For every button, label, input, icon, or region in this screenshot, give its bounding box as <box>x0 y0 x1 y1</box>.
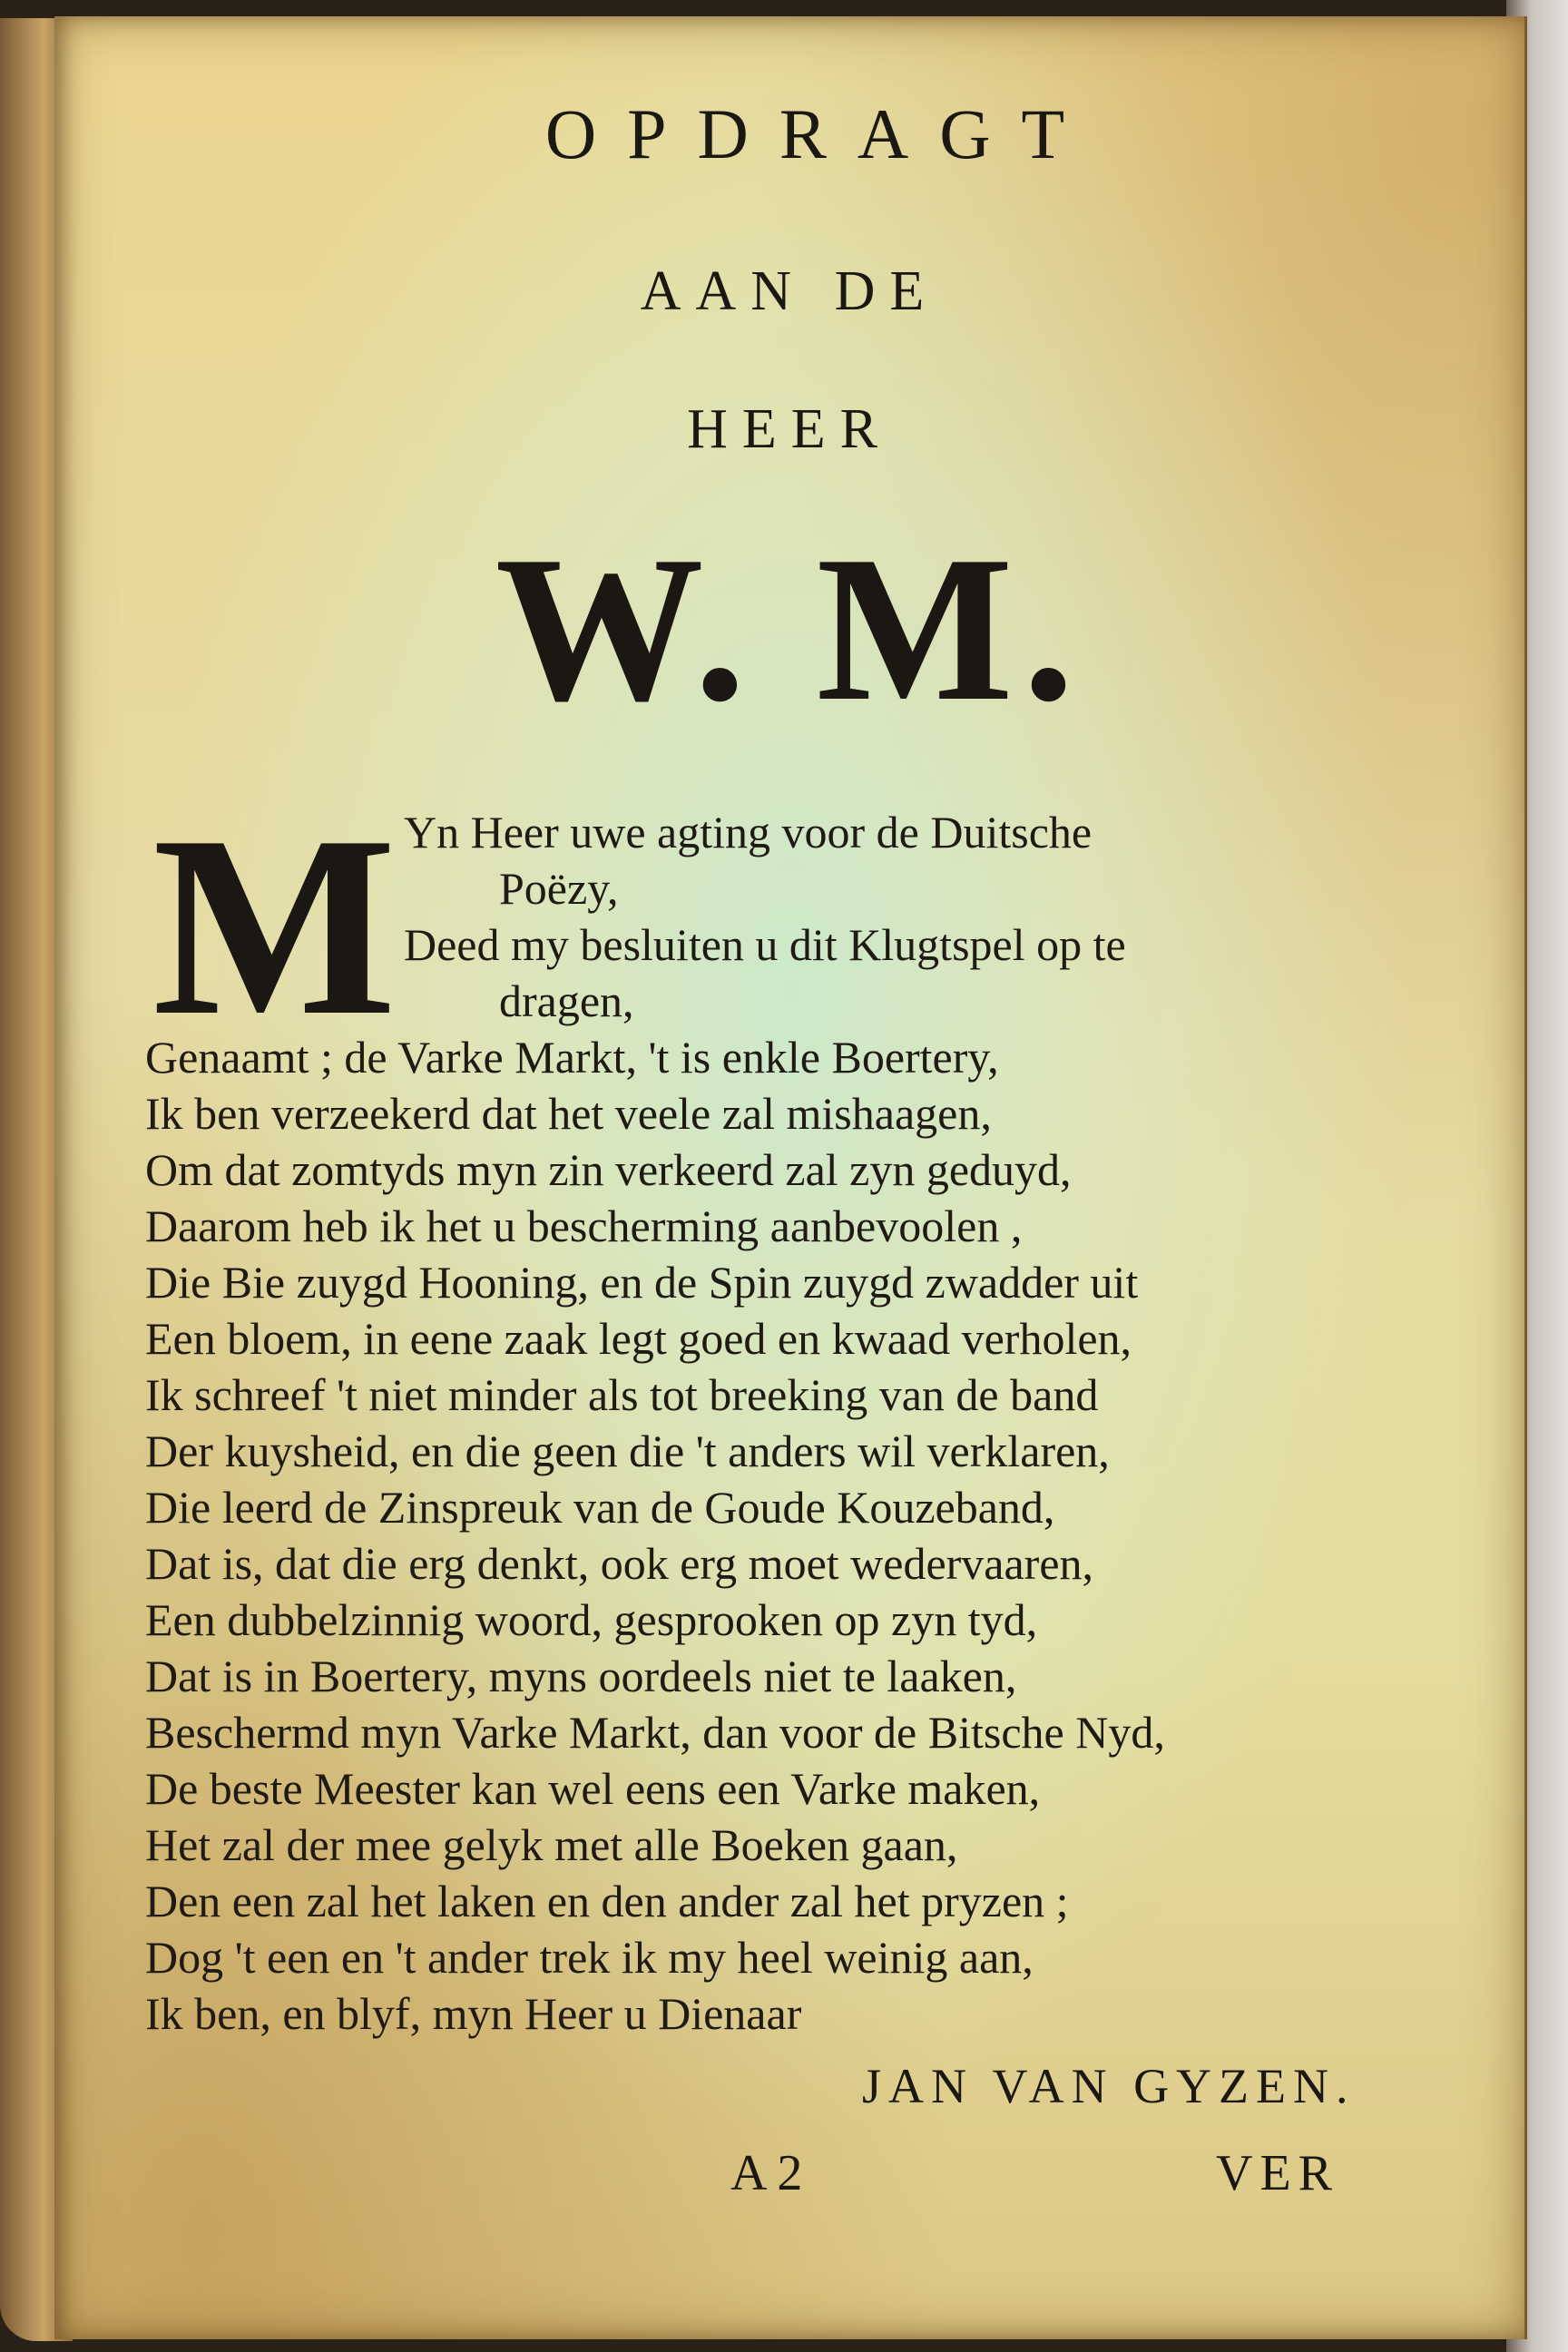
text-line: Een dubbelzinnig woord, gesprooken op zyn tyd, <box>145 1594 1038 1645</box>
text-line: Genaamt ; de Varke Markt, 't is enkle Boertery, <box>145 1032 999 1083</box>
text-line: Die Bie zuygd Hooning, en de Spin zuygd zwadder uit <box>145 1257 1139 1308</box>
book-page <box>54 16 1527 2339</box>
text-line: Dog 't een en 't ander trek ik my heel weinig aan, <box>145 1932 1034 1983</box>
heading-initials: W. M. <box>495 513 1084 744</box>
text-line: Poëzy, <box>499 863 619 914</box>
text-line: Dat is, dat die erg denkt, ook erg moet wedervaaren, <box>145 1538 1094 1589</box>
text-line: Ik ben, en blyf, myn Heer u Dienaar <box>145 1988 802 2039</box>
text-line: Om dat zomtyds myn zin verkeerd zal zyn geduyd, <box>145 1144 1072 1195</box>
text-line: Der kuysheid, en die geen die 't anders wil verklaren, <box>145 1426 1110 1476</box>
text-line: dragen, <box>499 975 634 1026</box>
text-line: De beste Meester kan wel eens een Varke maken, <box>145 1763 1041 1814</box>
drop-cap: M <box>152 782 397 1069</box>
text-line: Ik schreef 't niet minder als tot breeking van de band <box>145 1369 1099 1420</box>
text-line: Deed my besluiten u dit Klugtspel op te <box>404 919 1126 970</box>
text-line: Yn Heer uwe agting voor de Duitsche <box>404 807 1093 858</box>
text-line: Het zal der mee gelyk met alle Boeken gaan, <box>145 1819 958 1870</box>
text-line: Die leerd de Zinspreuk van de Goude Kouzeband, <box>145 1482 1055 1533</box>
text-line: Daarom heb ik het u bescherming aanbevoolen , <box>145 1200 1023 1251</box>
signature-mark: A 2 <box>730 2145 803 2201</box>
heading-aan-de: AAN DE <box>640 260 939 322</box>
signature: JAN VAN GYZEN. <box>862 2059 1356 2113</box>
text-line: Dat is in Boertery, myns oordeels niet te laaken, <box>145 1651 1017 1701</box>
text-line: Den een zal het laken en den ander zal het pryzen ; <box>145 1876 1069 1926</box>
dedication-text <box>54 16 1524 2339</box>
heading-opdragt: OPDRAGT <box>544 94 1096 173</box>
heading-heer: HEER <box>687 398 892 460</box>
text-line: Een bloem, in eene zaak legt goed en kwaad verholen, <box>145 1313 1132 1364</box>
text-line: Beschermd myn Varke Markt, dan voor de Bitsche Nyd, <box>145 1707 1165 1758</box>
catchword: VER <box>1216 2145 1339 2201</box>
text-line: Ik ben verzeekerd dat het veele zal mishaagen, <box>145 1088 992 1139</box>
